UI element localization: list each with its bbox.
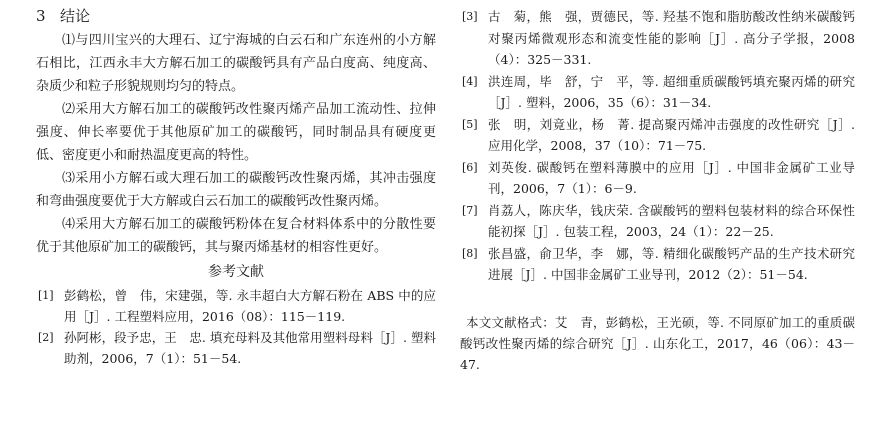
reference-text: 肖荔人，陈庆华，钱庆荣. 含碳酸钙的塑料包装材料的综合环保性能初探［J］. 包装工程，2003，24（1）：22－25. bbox=[488, 202, 855, 239]
reference-index: [6] bbox=[462, 160, 478, 174]
conclusion-paragraph-4: ⑷采用大方解石加工的碳酸钙粉体在复合材料体系中的分散性要优于其他原矿加工的碳酸钙，其与聚丙烯基材的相容性更好。 bbox=[36, 217, 436, 255]
reference-item bbox=[460, 200, 855, 243]
reference-index: [2] bbox=[38, 331, 54, 344]
reference-text: 刘英俊. 碳酸钙在塑料薄膜中的应用［J］. 中国非金属矿工业导刊，2006，7（1）：6－9. bbox=[488, 159, 855, 196]
reference-index: [3] bbox=[462, 10, 478, 23]
reference-index: [1] bbox=[38, 289, 54, 302]
reference-item bbox=[460, 157, 855, 200]
reference-item bbox=[460, 243, 855, 286]
reference-text: 张 明，刘竟业，杨 菁. 提高聚丙烯冲击强度的改性研究［J］. 应用化学，2008，37（10）：71－75. bbox=[488, 116, 855, 153]
reference-text: 洪连周，毕 舒，宁 平，等. 超细重质碳酸钙填充聚丙烯的研究［J］. 塑料，2006，35（6）：31－34. bbox=[488, 73, 855, 110]
reference-index: [5] bbox=[462, 117, 478, 131]
reference-index: [7] bbox=[462, 203, 478, 217]
section-number: 3 bbox=[36, 7, 46, 25]
reference-text: 孙阿彬，段予忠，王 忠. 填充母料及其他常用塑料母料［J］. 塑料助剂，2006，7（1）：51－54. bbox=[64, 330, 436, 366]
conclusion-paragraph-3: ⑶采用小方解石或大理石加工的碳酸钙改性聚丙烯，其冲击强度和弯曲强度要优于大方解或白云石加工的碳酸钙改性聚丙烯。 bbox=[36, 171, 436, 209]
reference-index: [8] bbox=[462, 246, 478, 260]
reference-index: [4] bbox=[462, 74, 478, 88]
reference-item bbox=[36, 327, 436, 369]
right-column bbox=[460, 6, 855, 387]
references-title: 参考文献 bbox=[208, 264, 264, 280]
reference-item bbox=[460, 6, 855, 71]
reference-item bbox=[460, 71, 855, 114]
reference-text: 古 菊，熊 强，贾德民，等. 羟基不饱和脂肪酸改性纳米碳酸钙对聚丙烯微观形态和流变性能的影响［J］. 高分子学报，2008（4）：325－331. bbox=[488, 9, 855, 67]
citation-format: 本文文献格式：艾 青，彭鹤松，王光硕，等. 不同原矿加工的重质碳酸钙改性聚丙烯的综合研究［J］. 山东化工，2017，46（06）：43－47. bbox=[460, 314, 855, 372]
reference-item bbox=[460, 114, 855, 157]
conclusion-heading bbox=[36, 6, 436, 26]
conclusion-paragraph-1: ⑴与四川宝兴的大理石、辽宁海城的白云石和广东连州的小方解石相比，江西永丰大方解石加工的碳酸钙具有产品白度高、纯度高、杂质少和粒子形貌规则均匀的特点。 bbox=[36, 33, 436, 94]
reference-text: 张昌盛，俞卫华，李 娜，等. 精细化碳酸钙产品的生产技术研究进展［J］. 中国非金属矿工业导刊，2012（2）：51－54. bbox=[488, 245, 855, 282]
reference-text: 彭鹤松，曾 伟，宋建强，等. 永丰超白大方解石粉在 ABS 中的应用［J］. 工程塑料应用，2016（08）：115－119. bbox=[64, 288, 436, 324]
section-title: 结论 bbox=[60, 7, 91, 25]
conclusion-paragraph-2: ⑵采用大方解石加工的碳酸钙改性聚丙烯产品加工流动性、拉伸强度、伸长率要优于其他原矿加工的碳酸钙，同时制品具有硬度更低、密度更小和耐热温度更高的特性。 bbox=[36, 102, 436, 163]
left-column bbox=[36, 6, 436, 369]
reference-item bbox=[36, 285, 436, 327]
